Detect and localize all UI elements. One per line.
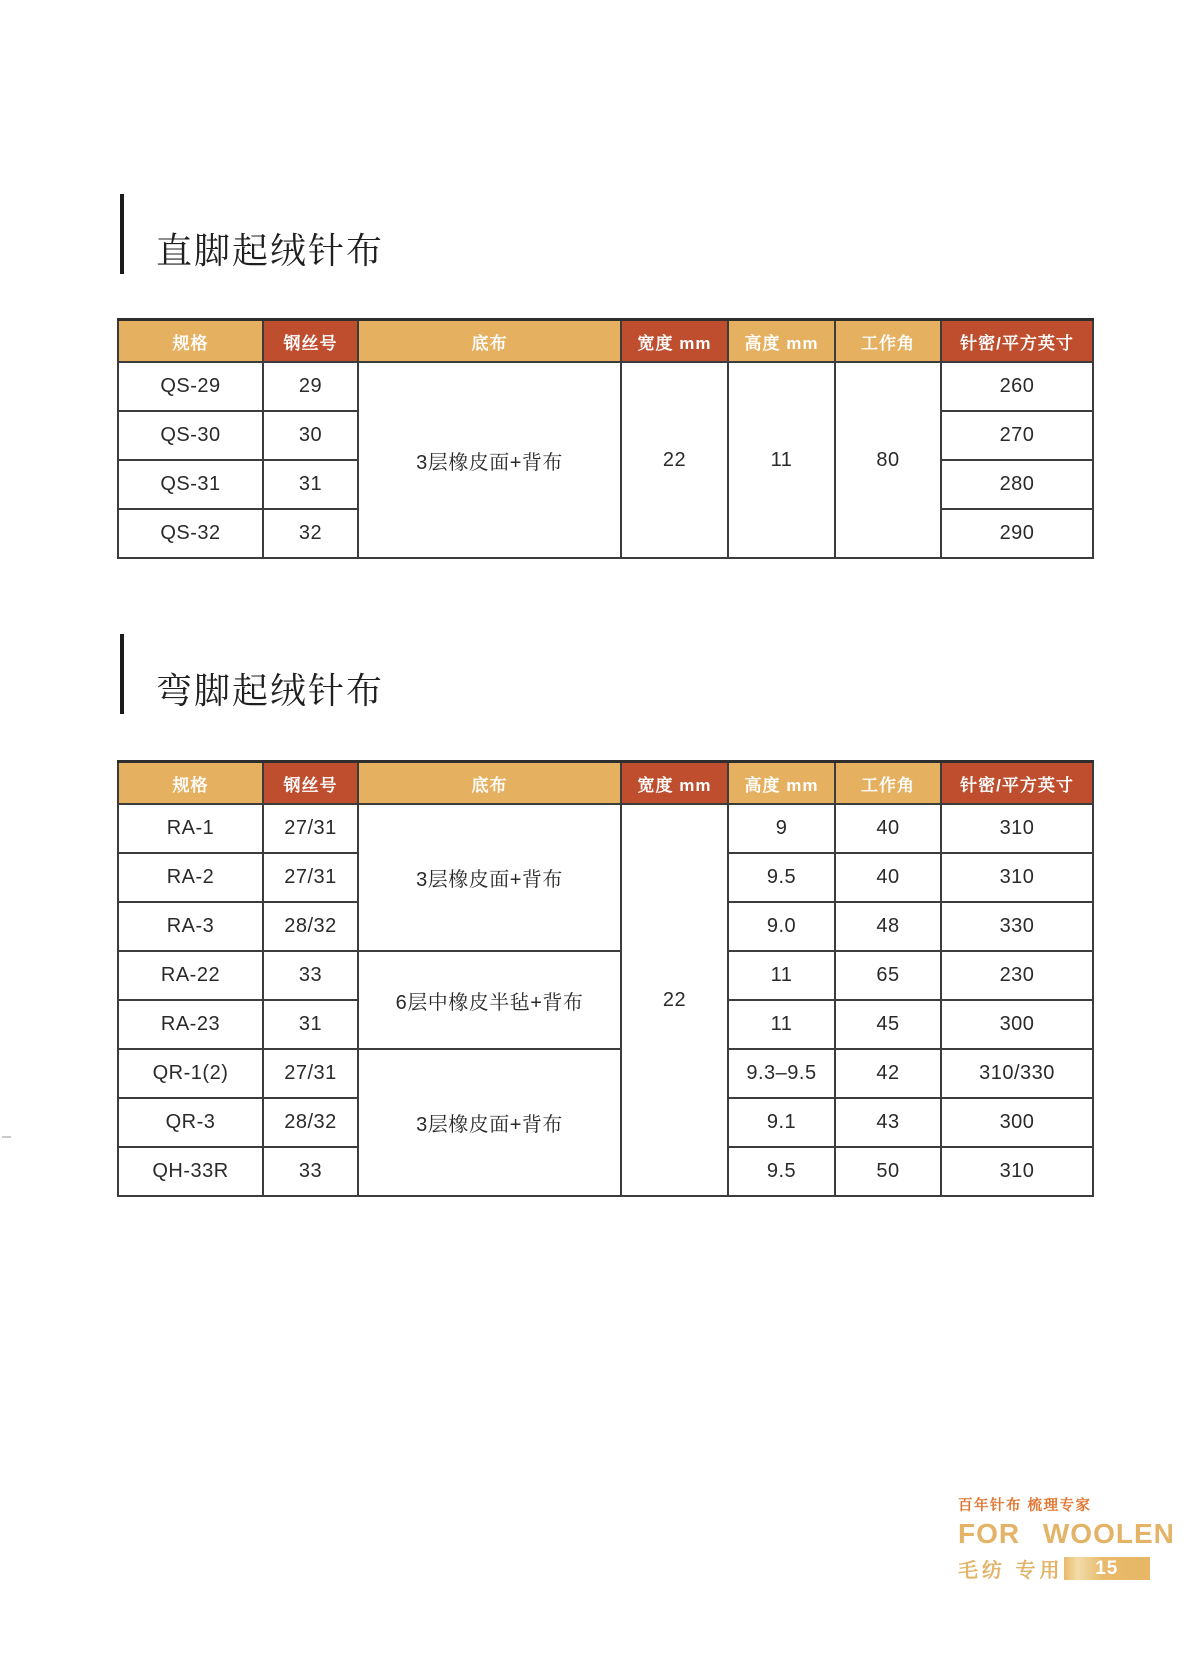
- col-header-fabric: 底布: [358, 320, 621, 363]
- cell-density: 330: [941, 902, 1093, 951]
- header-row: [118, 320, 1093, 363]
- cell-angle: 48: [835, 902, 941, 951]
- cell-spec: QH-33R: [118, 1147, 263, 1196]
- col-header-width: 宽度 mm: [621, 320, 728, 363]
- footer-category: 毛纺 专用: [958, 1560, 1064, 1582]
- footer-category-row: [958, 1554, 1150, 1583]
- col-header-density: 针密/平方英寸: [941, 762, 1093, 805]
- section-straight-title: 直脚起绒针布: [156, 230, 385, 271]
- cell-spec: QR-3: [118, 1098, 263, 1147]
- cell-spec: QS-29: [118, 362, 263, 411]
- cell-spec: QR-1(2): [118, 1049, 263, 1098]
- cell-wire: 31: [263, 1000, 358, 1049]
- cell-spec: QS-30: [118, 411, 263, 460]
- title-accent-bar: [120, 194, 124, 274]
- cell-density: 310: [941, 1147, 1093, 1196]
- section-bent-title: 弯脚起绒针布: [156, 670, 385, 711]
- cell-wire: 27/31: [263, 1049, 358, 1098]
- col-header-angle: 工作角: [835, 762, 941, 805]
- footer-tagline: 百年针布 梳理专家: [958, 1498, 1092, 1514]
- col-header-height: 高度 mm: [728, 762, 835, 805]
- cell-width-merged: 22: [621, 362, 728, 558]
- cell-angle: 42: [835, 1049, 941, 1098]
- cell-spec: RA-23: [118, 1000, 263, 1049]
- cell-spec: RA-2: [118, 853, 263, 902]
- cell-angle: 43: [835, 1098, 941, 1147]
- page-number: 15: [1095, 1557, 1119, 1579]
- cell-angle: 50: [835, 1147, 941, 1196]
- straight-foot-spec-table: [117, 318, 1094, 559]
- cell-density: 310/330: [941, 1049, 1093, 1098]
- cell-wire: 33: [263, 951, 358, 1000]
- cell-fabric-merged: 3层橡皮面+背布: [358, 1049, 621, 1196]
- table-row: [118, 951, 1093, 1000]
- title-accent-bar: [120, 634, 124, 714]
- col-header-spec: 规格: [118, 320, 263, 363]
- cell-wire: 32: [263, 509, 358, 558]
- cell-density: 280: [941, 460, 1093, 509]
- cell-width-merged: 22: [621, 804, 728, 1196]
- cell-angle: 40: [835, 804, 941, 853]
- col-header-spec: 规格: [118, 762, 263, 805]
- cell-spec: RA-3: [118, 902, 263, 951]
- cell-wire: 28/32: [263, 1098, 358, 1147]
- cell-wire: 28/32: [263, 902, 358, 951]
- cell-angle-merged: 80: [835, 362, 941, 558]
- cell-density: 260: [941, 362, 1093, 411]
- cell-height: 9.3–9.5: [728, 1049, 835, 1098]
- cell-density: 310: [941, 804, 1093, 853]
- cell-wire: 29: [263, 362, 358, 411]
- cell-wire: 30: [263, 411, 358, 460]
- col-header-wire: 钢丝号: [263, 762, 358, 805]
- footer-brand-block: [958, 1494, 1175, 1583]
- cell-wire: 27/31: [263, 804, 358, 853]
- section-bent-title-block: [120, 634, 384, 714]
- cell-density: 310: [941, 853, 1093, 902]
- table-row: [118, 804, 1093, 853]
- cell-spec: RA-22: [118, 951, 263, 1000]
- cell-height: 11: [728, 1000, 835, 1049]
- section-straight-title-block: [120, 194, 384, 274]
- col-header-wire: 钢丝号: [263, 320, 358, 363]
- cell-fabric-merged: 6层中橡皮半毡+背布: [358, 951, 621, 1049]
- col-header-angle: 工作角: [835, 320, 941, 363]
- scan-artifact: [2, 1136, 11, 1138]
- cell-density: 300: [941, 1000, 1093, 1049]
- cell-density: 290: [941, 509, 1093, 558]
- header-row: [118, 762, 1093, 805]
- cell-height: 9: [728, 804, 835, 853]
- cell-angle: 40: [835, 853, 941, 902]
- cell-density: 230: [941, 951, 1093, 1000]
- page-number-badge: [1064, 1557, 1150, 1580]
- cell-height: 9.1: [728, 1098, 835, 1147]
- cell-spec: RA-1: [118, 804, 263, 853]
- col-header-density: 针密/平方英寸: [941, 320, 1093, 363]
- cell-angle: 65: [835, 951, 941, 1000]
- cell-height: 11: [728, 951, 835, 1000]
- table-row: [118, 362, 1093, 411]
- cell-angle: 45: [835, 1000, 941, 1049]
- cell-height-merged: 11: [728, 362, 835, 558]
- cell-density: 270: [941, 411, 1093, 460]
- col-header-fabric: 底布: [358, 762, 621, 805]
- cell-wire: 31: [263, 460, 358, 509]
- bent-foot-spec-table: [117, 760, 1094, 1197]
- footer-brand: FOR WOOLEN: [958, 1518, 1175, 1549]
- cell-wire: 27/31: [263, 853, 358, 902]
- table-row: [118, 1049, 1093, 1098]
- cell-height: 9.5: [728, 1147, 835, 1196]
- col-header-height: 高度 mm: [728, 320, 835, 363]
- cell-fabric-merged: 3层橡皮面+背布: [358, 362, 621, 558]
- cell-spec: QS-31: [118, 460, 263, 509]
- cell-density: 300: [941, 1098, 1093, 1147]
- cell-wire: 33: [263, 1147, 358, 1196]
- col-header-width: 宽度 mm: [621, 762, 728, 805]
- cell-height: 9.5: [728, 853, 835, 902]
- cell-fabric-merged: 3层橡皮面+背布: [358, 804, 621, 951]
- cell-spec: QS-32: [118, 509, 263, 558]
- cell-height: 9.0: [728, 902, 835, 951]
